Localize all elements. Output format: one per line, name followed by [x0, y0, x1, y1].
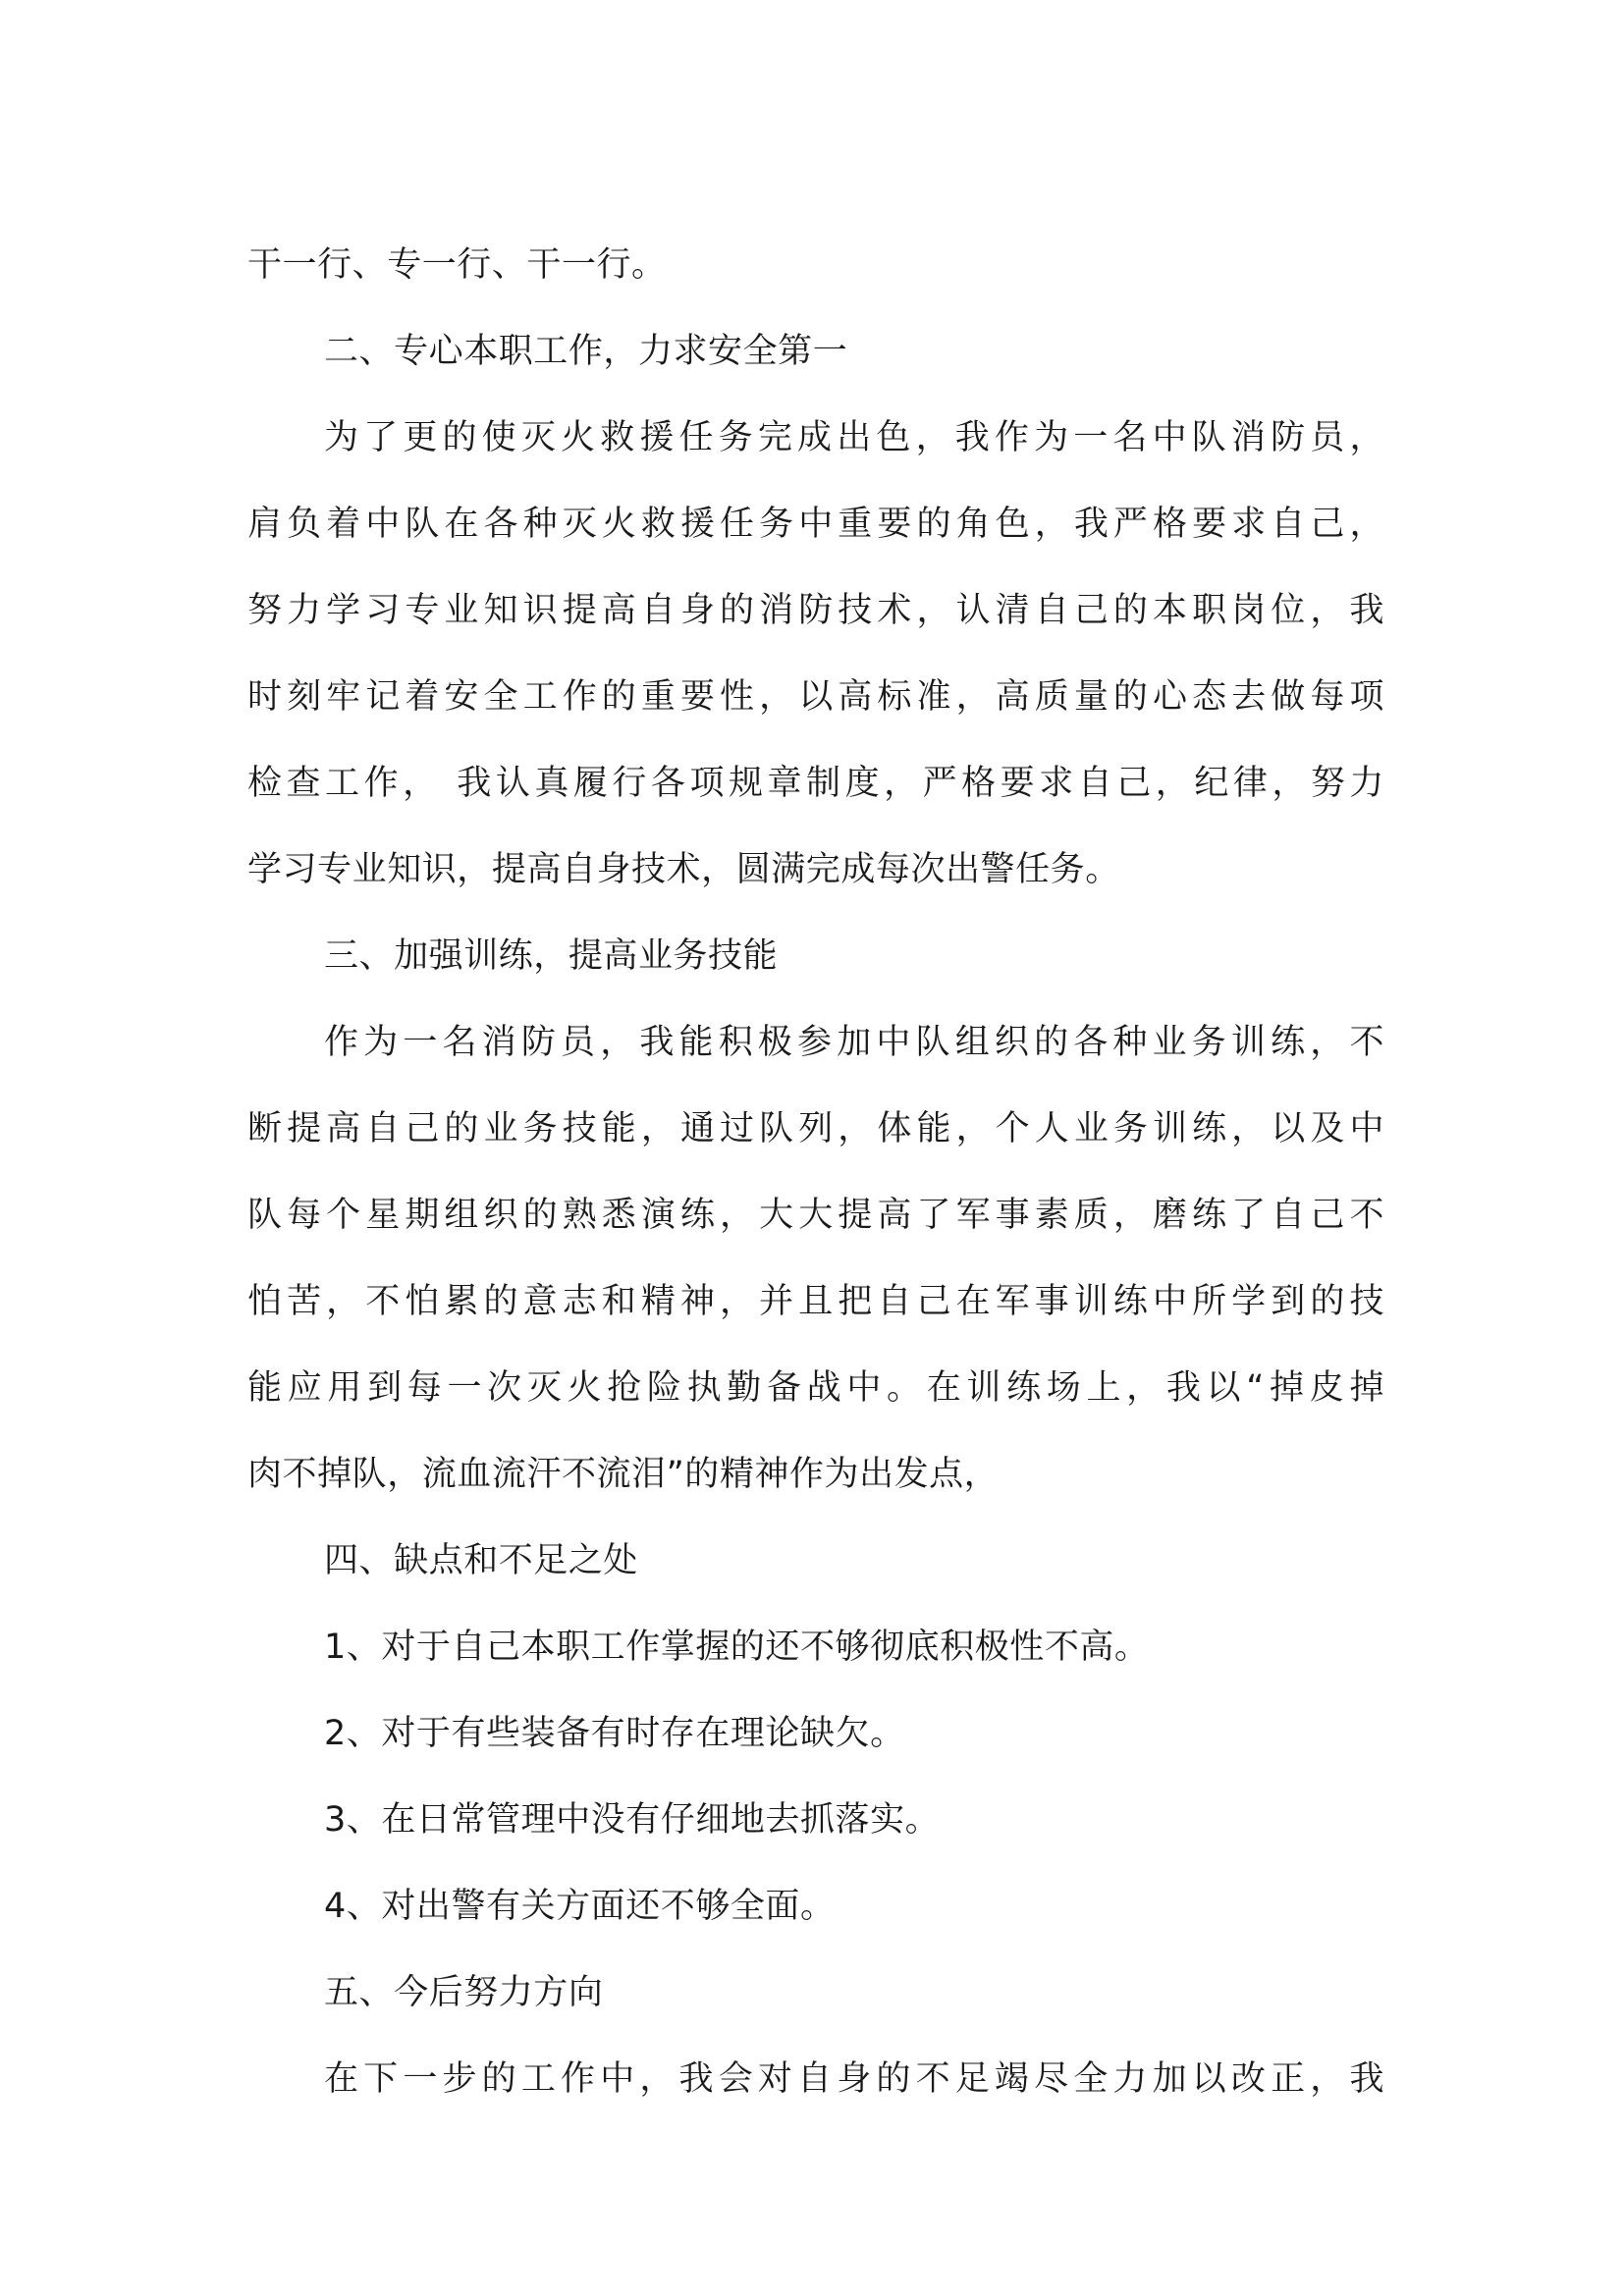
text-line: 队每个星期组织的熟悉演练，大大提高了军事素质，磨练了自己不: [247, 1196, 1384, 1235]
text-line: 在下一步的工作中，我会对自身的不足竭尽全力加以改正，我: [324, 2059, 1384, 2099]
text-line: 为了更的使灭火救援任务完成出色，我作为一名中队消防员，: [324, 418, 1384, 457]
text-line: 1、对于自己本职工作掌握的还不够彻底积极性不高。: [324, 1628, 1150, 1667]
text-line: 努力学习专业知识提高自身的消防技术，认清自己的本职岗位，我: [247, 591, 1384, 630]
text-line: 4、对出警有关方面还不够全面。: [324, 1887, 836, 1926]
text-line: 二、专心本职工作，力求安全第一: [324, 332, 848, 371]
document-body: [247, 222, 1384, 2122]
text-line: 学习专业知识，提高自身技术，圆满完成每次出警任务。: [247, 850, 1120, 889]
text-line: 作为一名消防员，我能积极参加中队组织的各种业务训练，不: [324, 1023, 1384, 1062]
text-line: 四、缺点和不足之处: [324, 1541, 638, 1580]
text-line: 3、在日常管理中没有仔细地去抓落实。: [324, 1800, 941, 1840]
text-line: 2、对于有些装备有时存在理论缺欠。: [324, 1714, 905, 1753]
text-line: 肉不掉队，流血流汗不流泪”的精神作为出发点，: [247, 1455, 1000, 1494]
text-line: 能应用到每一次灭火抢险执勤备战中。在训练场上，我以“掉皮掉: [247, 1368, 1384, 1408]
text-line: 检查工作， 我认真履行各项规章制度，严格要求自己，纪律，努力: [247, 764, 1384, 803]
text-line: 干一行、专一行、干一行。: [247, 245, 667, 285]
text-line: 五、今后努力方向: [324, 1973, 604, 2012]
text-line: 时刻牢记着安全工作的重要性，以高标准，高质量的心态去做每项: [247, 677, 1384, 717]
text-line: 怕苦，不怕累的意志和精神，并且把自己在军事训练中所学到的技: [247, 1282, 1384, 1321]
text-line: 断提高自己的业务技能，通过队列，体能，个人业务训练，以及中: [247, 1109, 1384, 1148]
text-line: 肩负着中队在各种灭火救援任务中重要的角色，我严格要求自己，: [247, 505, 1384, 544]
text-line: 三、加强训练，提高业务技能: [324, 936, 779, 976]
